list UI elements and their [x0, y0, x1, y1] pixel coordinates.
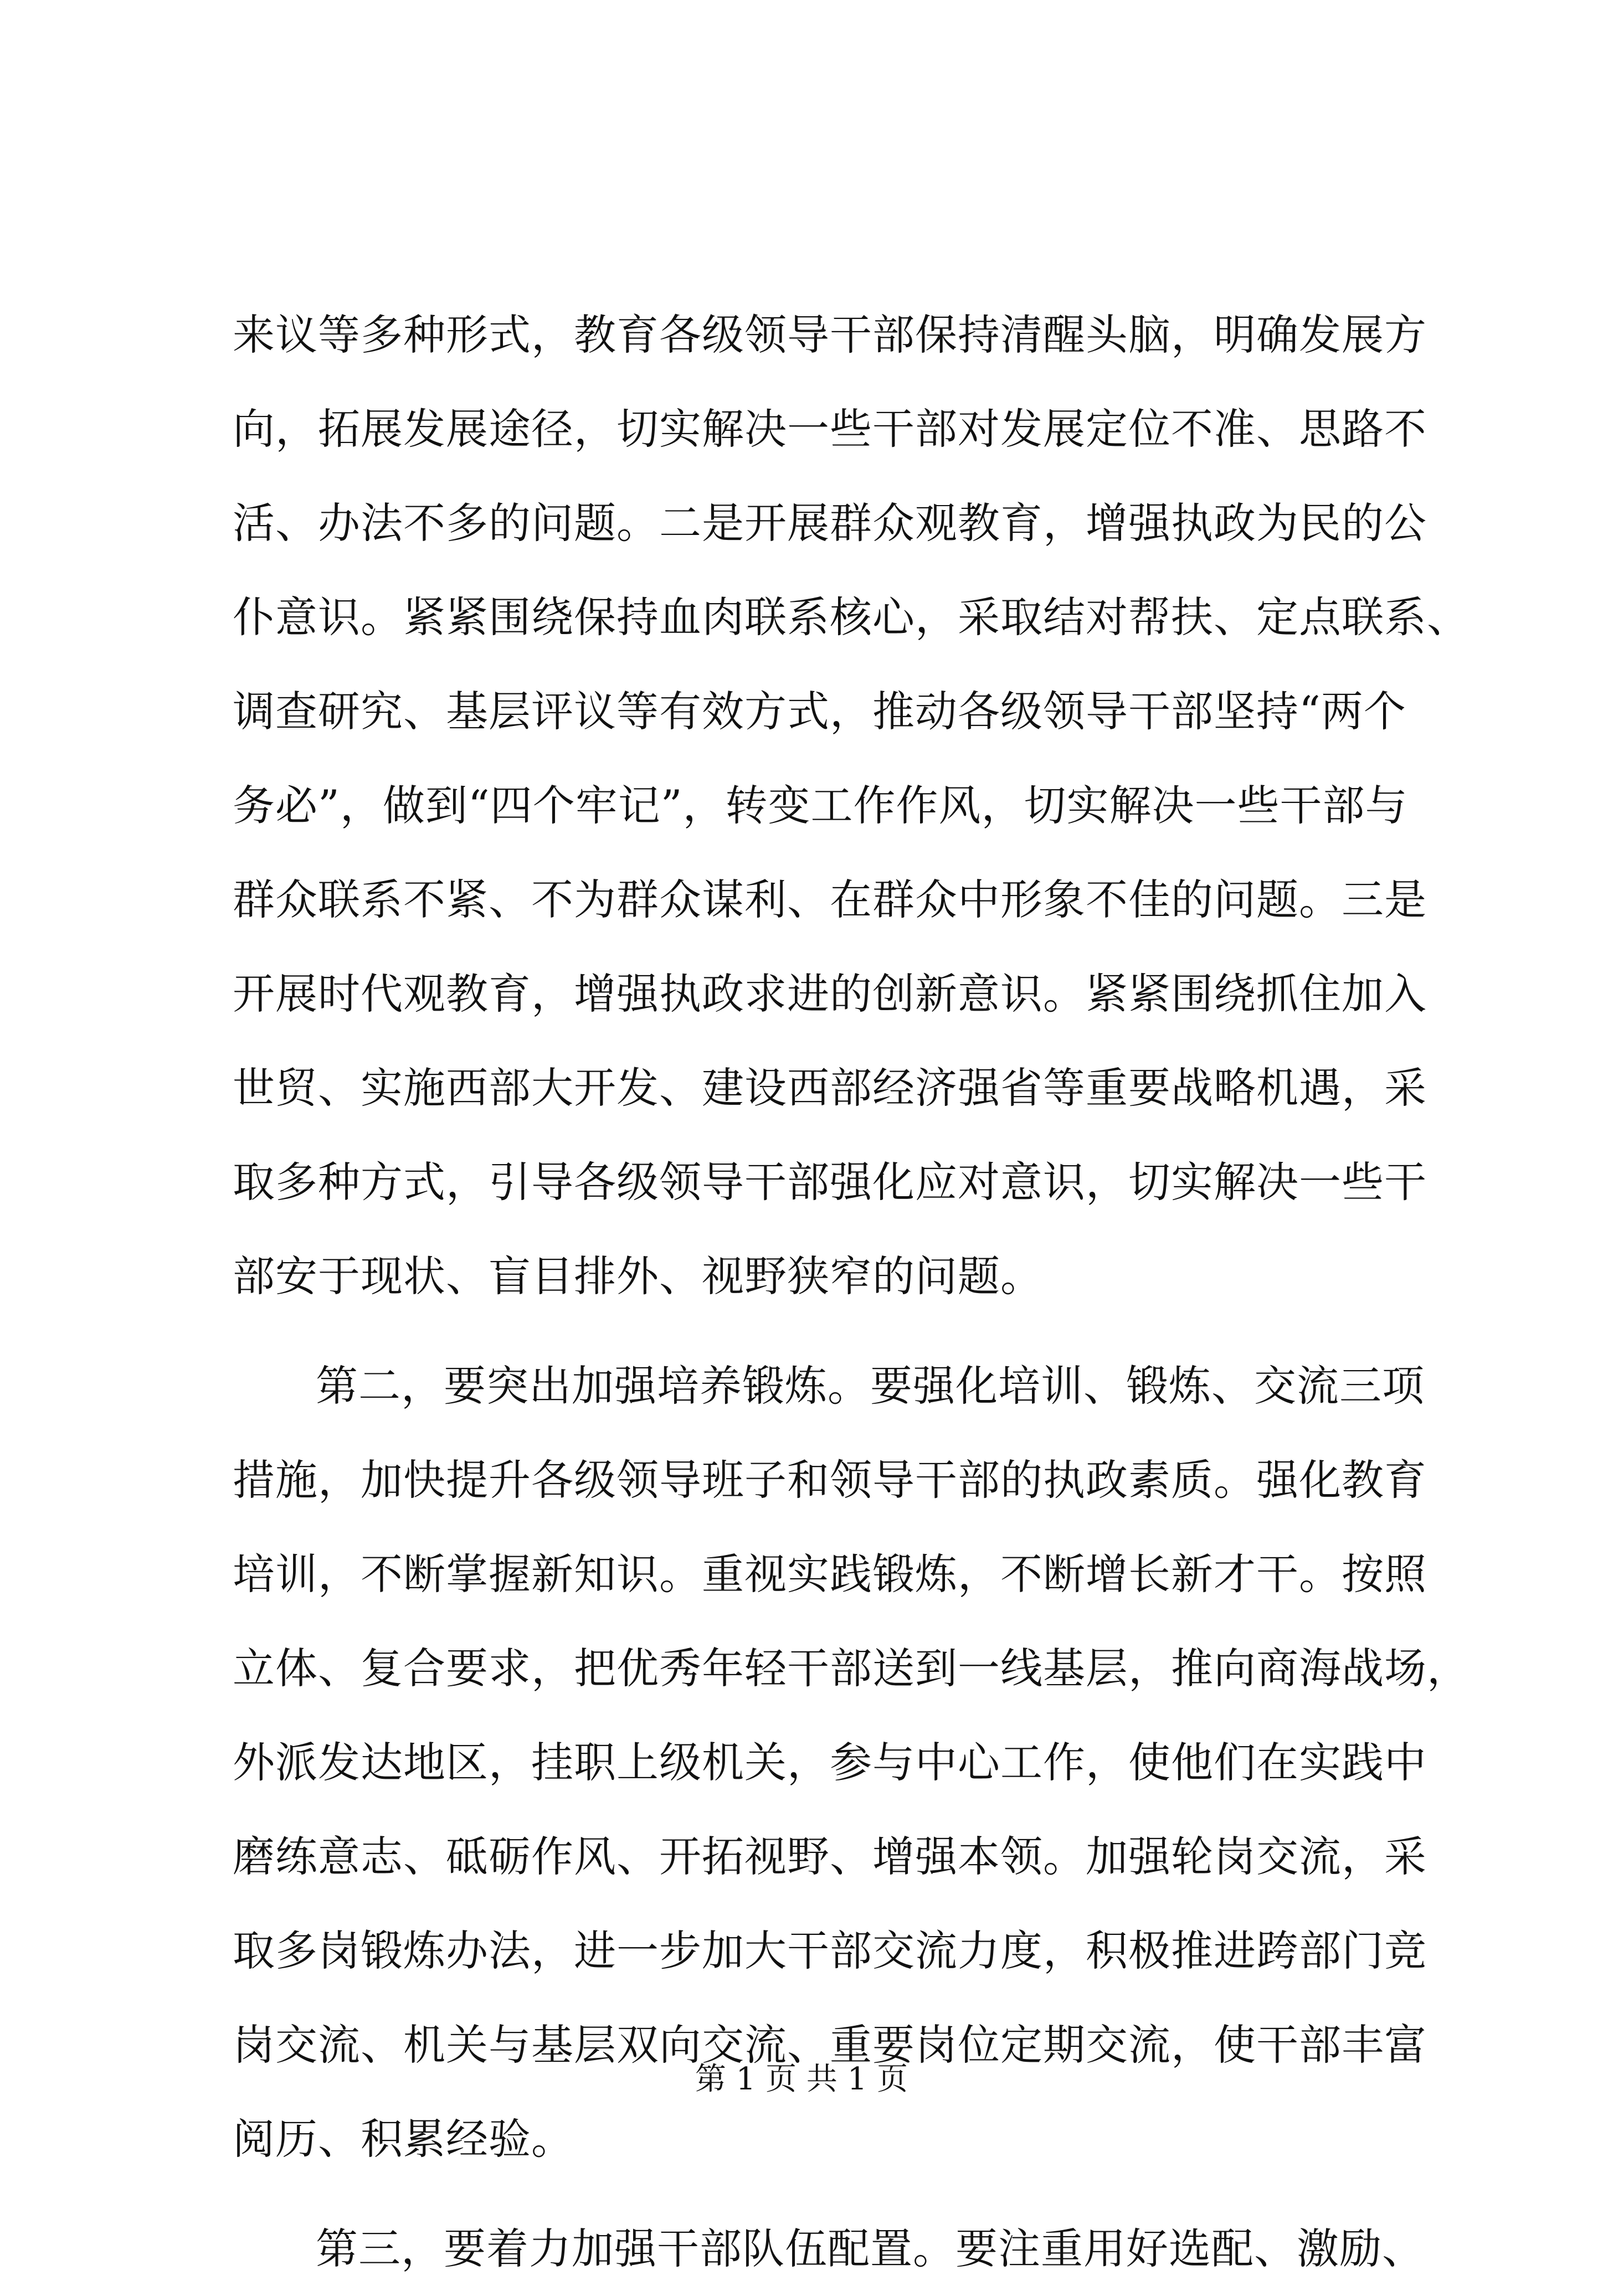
text-line: 开展时代观教育，增强执政求进的创新意识。紧紧围绕抓住加入: [233, 969, 1427, 1018]
page-number-footer: 第 1 页 共 1 页: [695, 2061, 908, 2097]
text-line: 务必”，做到“四个牢记”，转变工作作风，切实解决一些干部与: [233, 781, 1408, 830]
paragraph-first-line: 第二，要突出加强培养锻炼。要强化培训、锻炼、交流三项: [316, 1361, 1425, 1410]
text-line: 岗交流、机关与基层双向交流、重要岗位定期交流，使干部丰富: [233, 2020, 1427, 2070]
text-line: 部安于现状、盲目排外、视野狭窄的问题。: [233, 1252, 1043, 1301]
text-line: 外派发达地区，挂职上级机关，参与中心工作，使他们在实践中: [233, 1738, 1427, 1787]
text-line: 来议等多种形式，教育各级领导干部保持清醒头脑，明确发展方: [233, 310, 1427, 359]
text-line: 向，拓展发展途径，切实解决一些干部对发展定位不准、思路不: [233, 404, 1427, 454]
text-line: 活、办法不多的问题。二是开展群众观教育，增强执政为民的公: [233, 498, 1427, 548]
text-line: 取多种方式，引导各级领导干部强化应对意识，切实解决一些干: [233, 1157, 1427, 1207]
text-line: 磨练意志、砥砺作风、开拓视野、增强本领。加强轮岗交流，采: [233, 1832, 1427, 1881]
text-line: 群众联系不紧、不为群众谋利、在群众中形象不佳的问题。三是: [233, 875, 1427, 924]
text-line: 措施，加快提升各级领导班子和领导干部的执政素质。强化教育: [233, 1455, 1427, 1505]
paragraph-first-line: 第三，要着力加强干部队伍配置。要注重用好选配、激励、: [316, 2224, 1425, 2273]
text-line: 取多岗锻炼办法，进一步加大干部交流力度，积极推进跨部门竞: [233, 1926, 1427, 1975]
text-line: 立体、复合要求，把优秀年轻干部送到一线基层，推向商海战场，: [233, 1644, 1470, 1693]
text-line: 阅历、积累经验。: [233, 2114, 574, 2164]
text-line: 世贸、实施西部大开发、建设西部经济强省等重要战略机遇，采: [233, 1063, 1427, 1113]
document-body: [233, 288, 1470, 2296]
text-line: 调查研究、基层评议等有效方式，推动各级领导干部坚持“两个: [233, 687, 1406, 736]
text-line: 培训，不断掌握新知识。重视实践锻炼，不断增长新才干。按照: [233, 1549, 1427, 1599]
paragraph-gap: [233, 1324, 1412, 1339]
paragraph-gap: [233, 2186, 1412, 2202]
text-line: 仆意识。紧紧围绕保持血肉联系核心，采取结对帮扶、定点联系、: [233, 593, 1470, 642]
